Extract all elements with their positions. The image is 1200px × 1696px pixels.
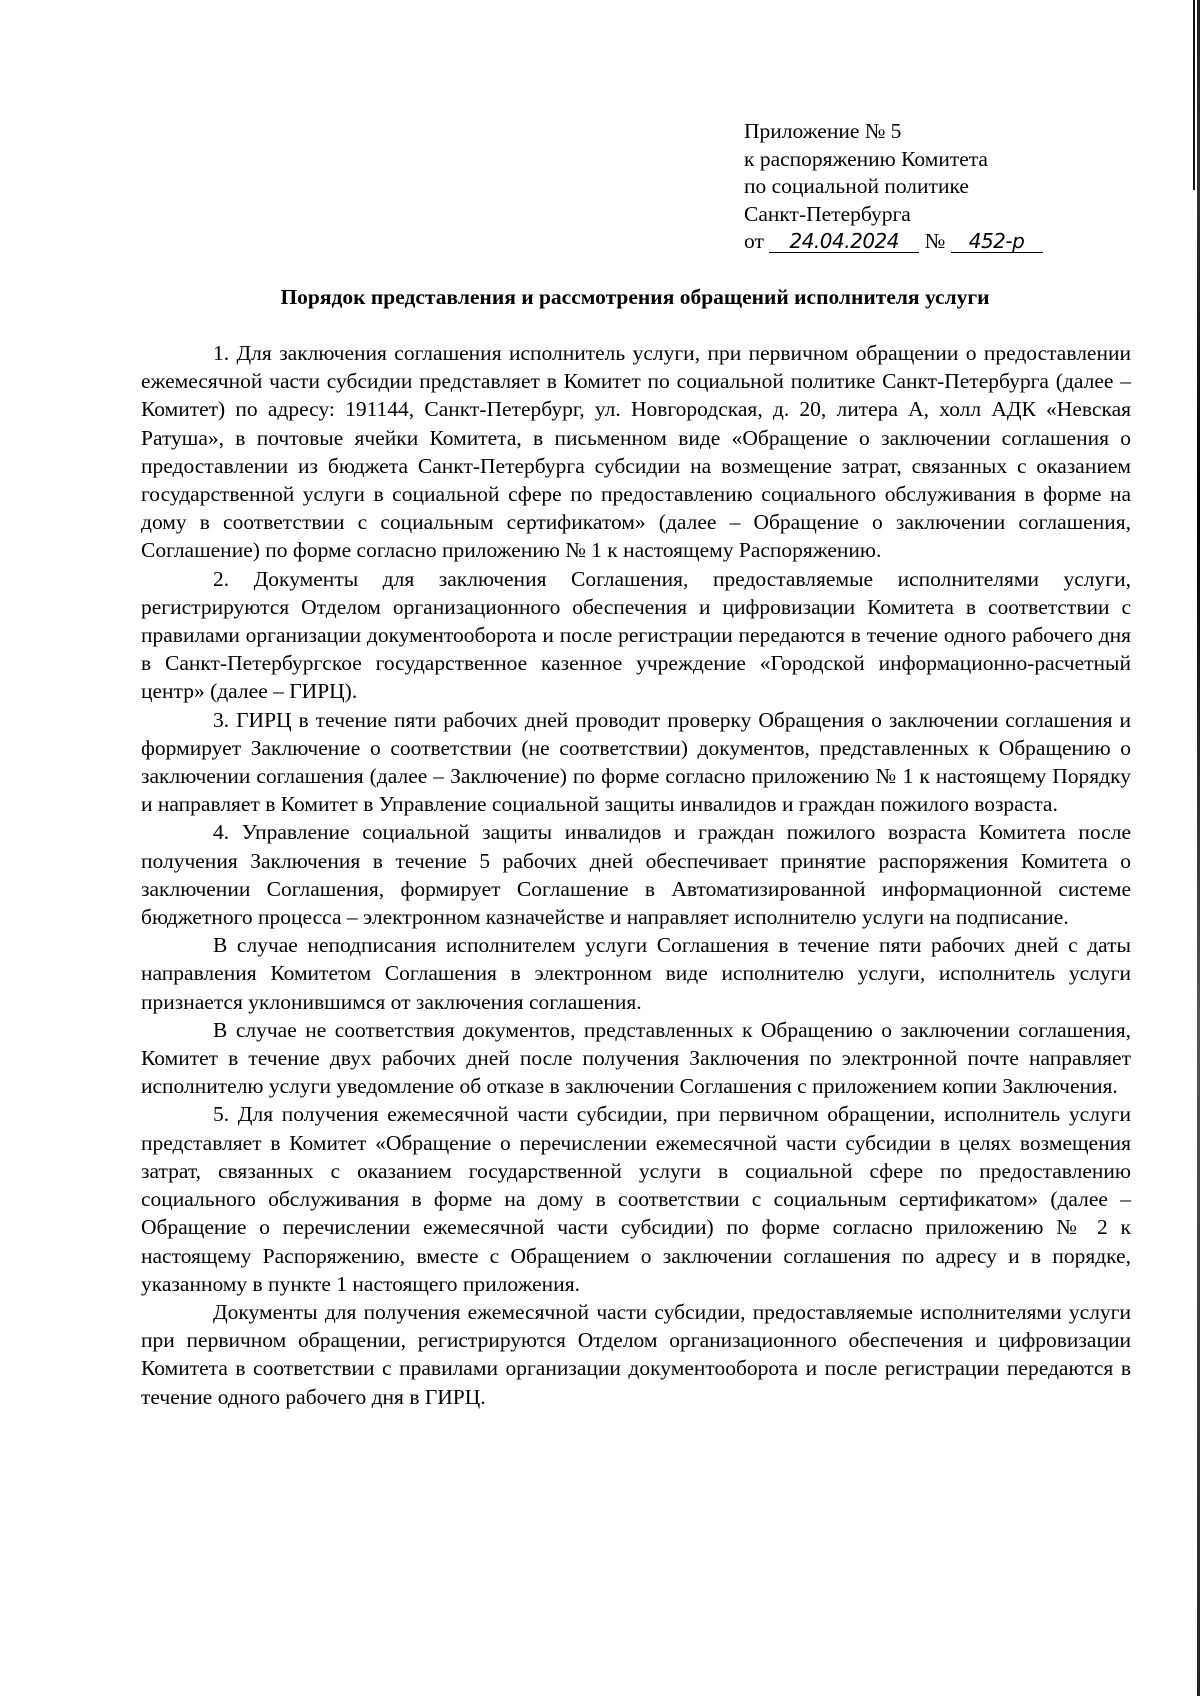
paragraph-2: 2. Документы для заключения Соглашения, предоставляемые исполнителями услуги, регистрируются Отделом организационного обеспечения и цифровизации Комитета в соответствии с правилами организации документооборота и после регистрации передаются в течение одного рабочего дня в Санкт-Петербургское государственное казенное учреждение «Городской информационно-расчетный центр» (далее – ГИРЦ).: [141, 566, 1131, 704]
number-sign: №: [924, 229, 946, 253]
appendix-line-1: Приложение № 5: [744, 119, 902, 143]
date-prefix: от: [744, 229, 764, 253]
handwritten-date: 24.04.2024: [769, 230, 919, 253]
document-body: [141, 339, 1131, 1411]
document-title: Порядок представления и рассмотрения обращений исполнителя услуги: [280, 285, 990, 309]
paragraph-5: В случае неподписания исполнителем услуги Соглашения в течение пяти рабочих дней с даты направления Комитетом Соглашения в электронном виде исполнителю услуги, исполнитель услуги признается уклонившимся от заключения соглашения.: [141, 933, 1131, 1014]
paragraph-4: 4. Управление социальной защиты инвалидов и граждан пожилого возраста Комитета после получения Заключения в течение 5 рабочих дней обеспечивает принятие распоряжения Комитета о заключении Соглашения, формирует Соглашение в Автоматизированной информационной системе бюджетного процесса – электронном казначействе и направляет исполнителю услуги на подписание.: [141, 820, 1131, 930]
scan-edge-top: [1193, 0, 1195, 190]
handwritten-number: 452-р: [951, 230, 1043, 253]
paragraph-8: Документы для получения ежемесячной части субсидии, предоставляемые исполнителями услуги при первичном обращении, регистрируются Отделом организационного обеспечения и цифровизации Комитета в соответствии с правилами организации документооборота и после регистрации передаются в течение одного рабочего дня в ГИРЦ.: [141, 1299, 1131, 1409]
appendix-line-2: к распоряжению Комитета: [744, 146, 988, 171]
paragraph-3: 3. ГИРЦ в течение пяти рабочих дней проводит проверку Обращения о заключении соглашения и формирует Заключение о соответствии (не соответствии) документов, представленных к Обращению о заключении соглашения (далее – Заключение) по форме согласно приложению № 1 к настоящему Порядку и направляет в Комитет в Управление социальной защиты инвалидов и граждан пожилого возраста.: [141, 707, 1131, 817]
appendix-line-3: по социальной политике: [744, 174, 969, 198]
appendix-date-line: [744, 228, 1144, 256]
paragraph-7: 5. Для получения ежемесячной части субсидии, при первичном обращении, исполнитель услуги представляет в Комитет «Обращение о перечислении ежемесячной части субсидии в целях возмещения затрат, связанных с оказанием государственной услуги в социальной сфере по предоставлению социального обслуживания в форме на дому в соответствии с социальным сертификатом» (далее – Обращение о перечислении ежемесячной части субсидии) по форме согласно приложению № 2 к настоящему Распоряжению, вместе с Обращением о заключении соглашения по адресу и в порядке, указанному в пункте 1 настоящего приложения.: [141, 1102, 1131, 1296]
appendix-line-4: Санкт-Петербурга: [744, 201, 911, 226]
appendix-header: [744, 118, 1144, 256]
paragraph-1: 1. Для заключения соглашения исполнитель услуги, при первичном обращении о предоставлении ежемесячной части субсидии представляет в Комитет по социальной политике Санкт-Петербурга (далее – Комитет) по адресу: 191144, Санкт-Петербург, ул. Новгородская, д. 20, литера А, холл АДК «Невская Ратуша», в почтовые ячейки Комитета, в письменном виде «Обращение о заключении соглашения о предоставлении из бюджета Санкт-Петербурга субсидии на возмещение затрат, связанных с оказанием государственной услуги в социальной сфере по предоставлению социального обслуживания в форме на дому в соответствии с социальным сертификатом» (далее – Обращение о заключении соглашения, Соглашение) по форме согласно приложению № 1 к настоящему Распоряжению.: [141, 341, 1131, 563]
paragraph-6: В случае не соответствия документов, представленных к Обращению о заключении соглашения, Комитет в течение двух рабочих дней после получения Заключения по электронной почте направляет исполнителю услуги уведомление об отказе в заключении Соглашения с приложением копии Заключения.: [141, 1017, 1131, 1099]
